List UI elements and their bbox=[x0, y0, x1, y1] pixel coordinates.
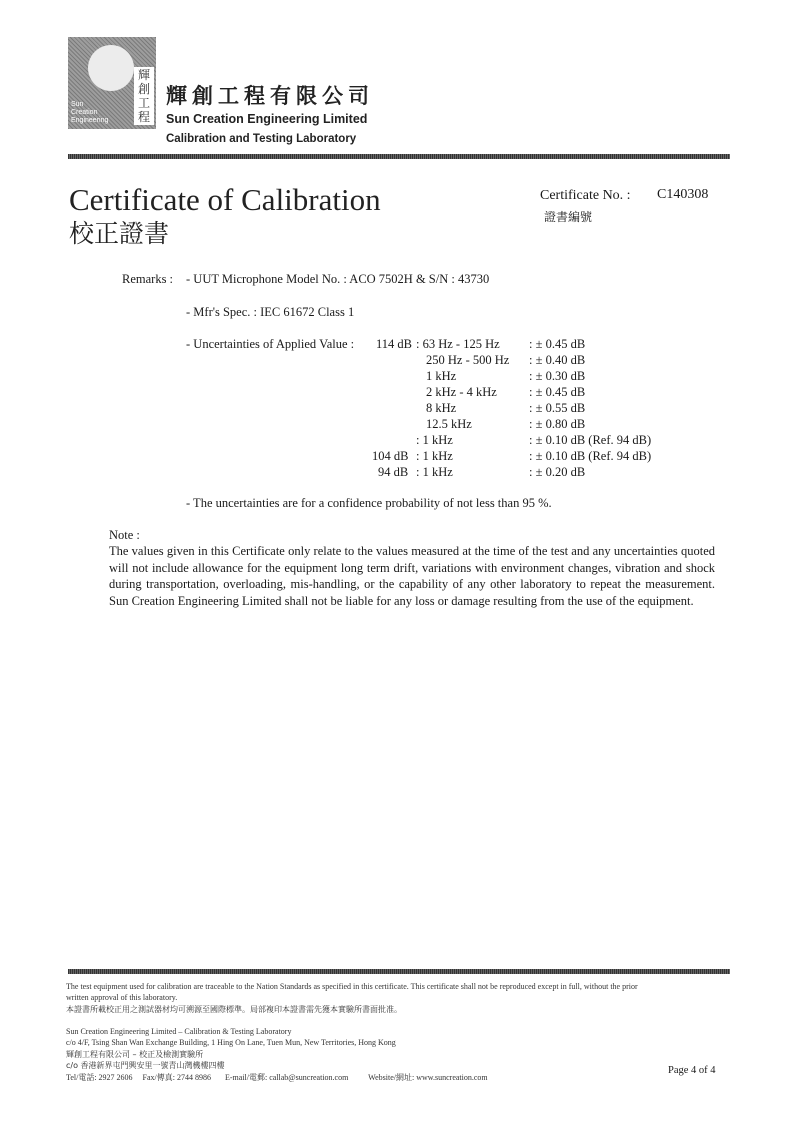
footer-address-chinese: c/o 香港新界屯門興安里一號青山灣機樓四樓 bbox=[66, 1061, 225, 1070]
frequency-cell: 2 kHz - 4 kHz bbox=[426, 385, 497, 399]
header-divider bbox=[68, 154, 730, 159]
footer-lab-name-chinese: 輝創工程有限公司 – 校正及檢測實驗所 bbox=[66, 1050, 204, 1059]
confidence-statement: - The uncertainties are for a confidence probability of not less than 95 %. bbox=[186, 496, 552, 510]
certificate-title-chinese: 校正證書 bbox=[69, 219, 170, 248]
uncertainty-value-cell: : ± 0.40 dB bbox=[529, 353, 586, 367]
remarks-label: Remarks : bbox=[122, 272, 174, 286]
frequency-cell: 1 kHz bbox=[426, 369, 457, 383]
remark-uut: - UUT Microphone Model No. : ACO 7502H & S/N : 43730 bbox=[186, 272, 490, 286]
company-name-english: Sun Creation Engineering Limited bbox=[166, 112, 368, 126]
frequency-cell: 250 Hz - 500 Hz bbox=[426, 353, 510, 367]
frequency-cell: 8 kHz bbox=[426, 401, 457, 415]
certificate-number-label-chinese: 證書編號 bbox=[544, 210, 593, 224]
lab-name: Calibration and Testing Laboratory bbox=[166, 133, 357, 145]
page-number: Page 4 of 4 bbox=[668, 1065, 716, 1076]
company-logo bbox=[68, 37, 156, 129]
note-label: Note : bbox=[109, 528, 140, 542]
logo-vertical-text: 輝創工程 bbox=[134, 67, 154, 125]
frequency-cell: : 1 kHz bbox=[416, 449, 453, 463]
logo-circle-graphic bbox=[88, 45, 134, 91]
frequency-cell: : 1 kHz bbox=[416, 465, 453, 479]
certificate-number-label: Certificate No. : bbox=[540, 188, 631, 203]
uncertainty-value-cell: : ± 0.80 dB bbox=[529, 417, 586, 431]
note-text: The values given in this Certificate only relate to the values measured at the time of the test and any uncertainties quoted will not include allowance for the equipment long term drift, variations with environment changes, vibration and shock during transportation, overloading, mis-handling, or the capability of any other laboratory to repeat the measurement. Sun Creation Engineering Limited shall not be liable for any loss or damage resulting from the use of the equipment. bbox=[109, 544, 715, 608]
frequency-cell: : 63 Hz - 125 Hz bbox=[416, 337, 500, 351]
uncertainty-value-cell: : ± 0.20 dB bbox=[529, 465, 586, 479]
level-cell: 94 dB bbox=[378, 465, 409, 479]
certificate-number-value: C140308 bbox=[657, 187, 709, 202]
uncertainty-value-cell: : ± 0.45 dB bbox=[529, 385, 586, 399]
uncertainty-value-cell: : ± 0.10 dB (Ref. 94 dB) bbox=[529, 449, 652, 463]
level-cell: 114 dB bbox=[376, 337, 412, 351]
certificate-title: Certificate of Calibration bbox=[69, 182, 381, 217]
footer-address: c/o 4/F, Tsing Shan Wan Exchange Building, 1 Hing On Lane, Tuen Mun, New Territories, Hong Kong bbox=[66, 1038, 396, 1047]
company-name-chinese: 輝創工程有限公司 bbox=[166, 84, 374, 108]
frequency-cell: : 1 kHz bbox=[416, 433, 453, 447]
footer-traceability-chinese: 本證書所載校正用之測試器材均可溯源至國際標準。局部複印本證書需先獲本實驗所書面批准。 bbox=[66, 1005, 402, 1014]
logo-english-text: Sun Creation Engineering bbox=[71, 101, 109, 124]
level-cell: 104 dB bbox=[372, 449, 409, 463]
uncertainty-value-cell: : ± 0.30 dB bbox=[529, 369, 586, 383]
uncertainty-value-cell: : ± 0.10 dB (Ref. 94 dB) bbox=[529, 433, 652, 447]
footer-traceability-line-2: written approval of this laboratory. bbox=[66, 993, 178, 1002]
frequency-cell: 12.5 kHz bbox=[426, 417, 472, 431]
uncertainty-value-cell: : ± 0.45 dB bbox=[529, 337, 586, 351]
remark-mfr-spec: - Mfr's Spec. : IEC 61672 Class 1 bbox=[186, 305, 355, 319]
footer-traceability-line-1: The test equipment used for calibration are traceable to the Nation Standards as specified in this certificate. This certificate shall not be reproduced except in full, without the prior bbox=[66, 982, 638, 991]
footer-contact: Tel/電話: 2927 2606 Fax/傳真: 2744 8986 E-mail/電郵: callab@suncreation.com Website/網址: www.suncreation.com bbox=[66, 1073, 488, 1082]
remark-uncertainty-label: - Uncertainties of Applied Value : bbox=[186, 337, 355, 351]
footer-divider bbox=[68, 969, 730, 974]
uncertainty-value-cell: : ± 0.55 dB bbox=[529, 401, 586, 415]
footer-lab-name: Sun Creation Engineering Limited – Calibration & Testing Laboratory bbox=[66, 1027, 292, 1036]
